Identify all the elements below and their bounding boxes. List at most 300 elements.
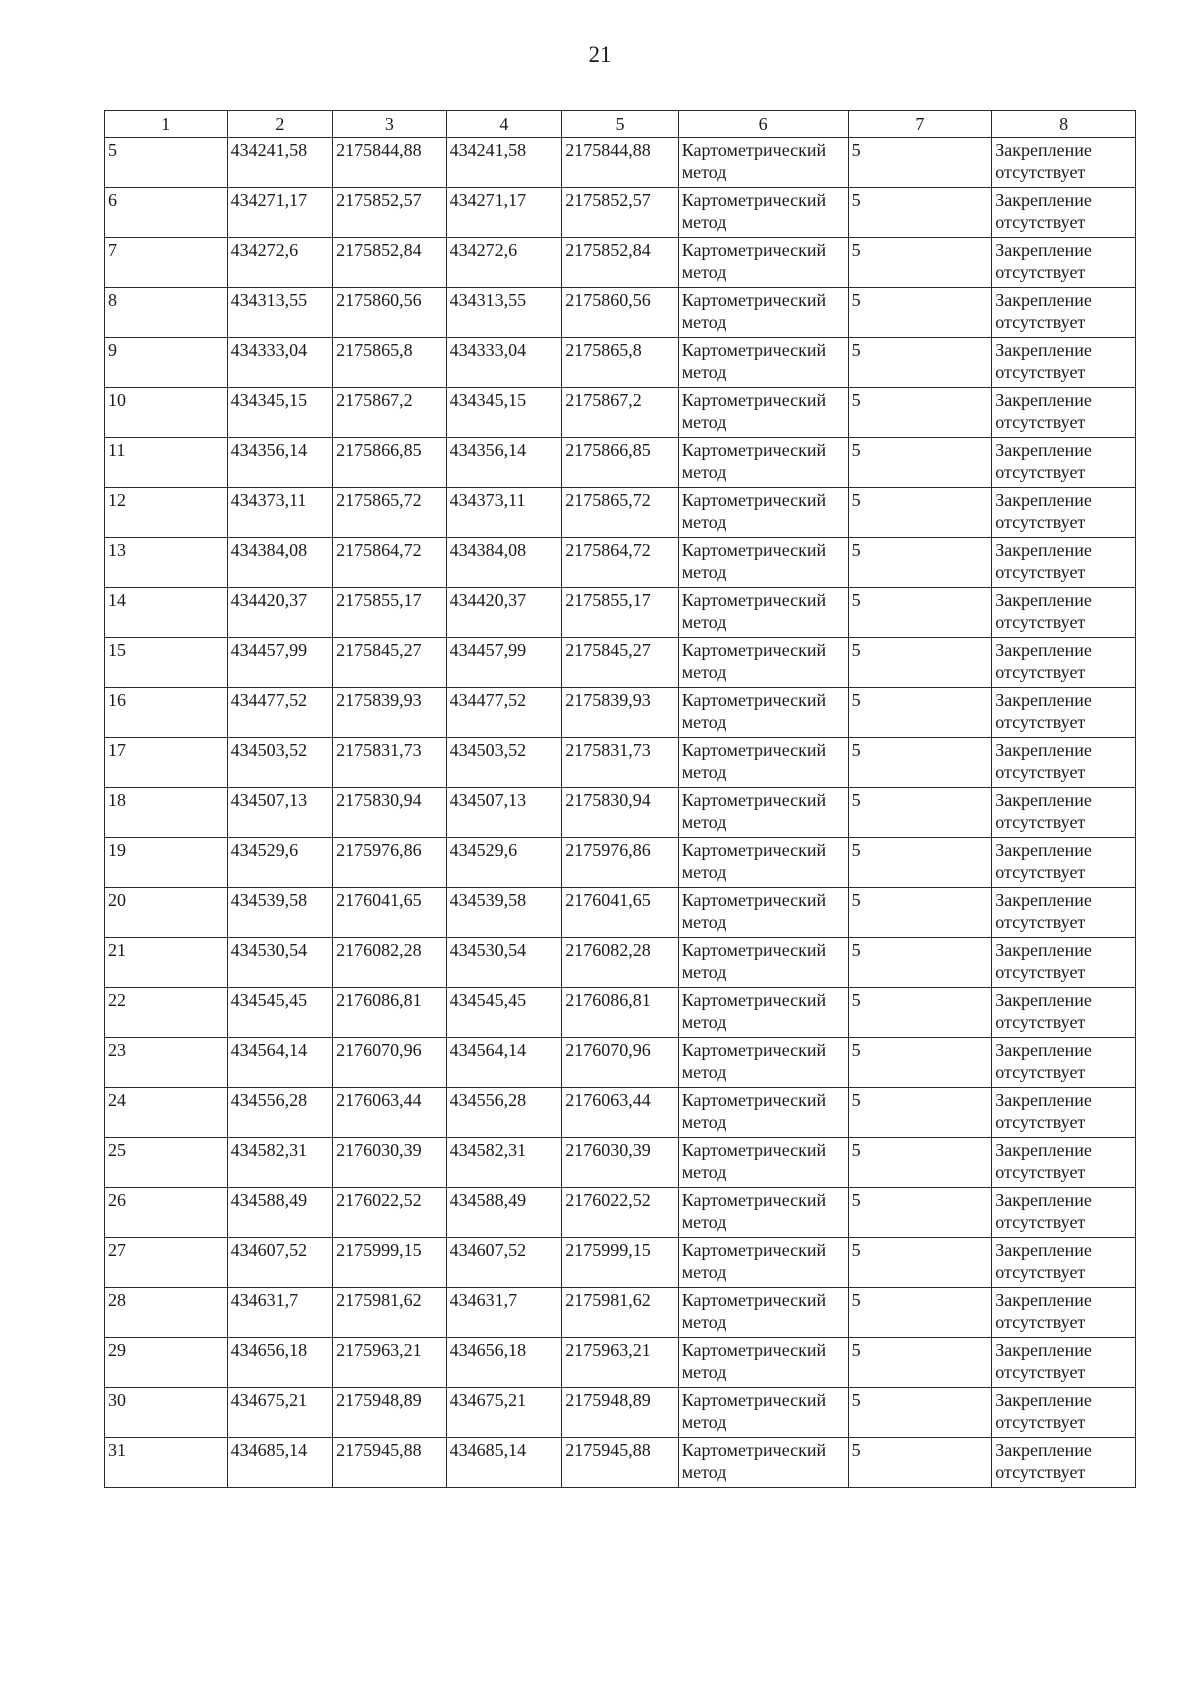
fixing-cell bbox=[992, 1238, 1136, 1288]
new-y-cell: 2176082,28 bbox=[562, 938, 679, 988]
existing-x-cell: 434345,15 bbox=[227, 388, 333, 438]
point-number-cell: 13 bbox=[105, 538, 228, 588]
fixing-cell bbox=[992, 188, 1136, 238]
method-cell bbox=[678, 338, 848, 388]
existing-y-cell: 2175855,17 bbox=[333, 588, 447, 638]
table-row bbox=[105, 1088, 1136, 1138]
fixing-line-2: отсутствует bbox=[995, 1062, 1086, 1082]
new-x-cell: 434271,17 bbox=[446, 188, 562, 238]
new-y-cell: 2175976,86 bbox=[562, 838, 679, 888]
method-cell bbox=[678, 1238, 848, 1288]
method-line-2: метод bbox=[681, 162, 727, 182]
new-x-cell: 434556,28 bbox=[446, 1088, 562, 1138]
method-line-1: Картометрический bbox=[681, 290, 827, 310]
new-x-cell: 434588,49 bbox=[446, 1188, 562, 1238]
existing-x-cell: 434313,55 bbox=[227, 288, 333, 338]
method-cell bbox=[678, 1338, 848, 1388]
existing-x-cell: 434675,21 bbox=[227, 1388, 333, 1438]
method-line-1: Картометрический bbox=[681, 440, 827, 460]
fixing-line-1: Закрепление bbox=[995, 1240, 1092, 1260]
fixing-line-1: Закрепление bbox=[995, 590, 1092, 610]
point-number-cell: 16 bbox=[105, 688, 228, 738]
fixing-cell bbox=[992, 888, 1136, 938]
table-row bbox=[105, 288, 1136, 338]
new-x-cell: 434685,14 bbox=[446, 1438, 562, 1488]
new-x-cell: 434507,13 bbox=[446, 788, 562, 838]
existing-y-cell: 2175830,94 bbox=[333, 788, 447, 838]
point-number-cell: 19 bbox=[105, 838, 228, 888]
point-number-cell: 8 bbox=[105, 288, 228, 338]
accuracy-cell: 5 bbox=[848, 838, 992, 888]
point-number-cell: 7 bbox=[105, 238, 228, 288]
new-y-cell: 2175831,73 bbox=[562, 738, 679, 788]
point-number-cell: 24 bbox=[105, 1088, 228, 1138]
method-line-2: метод bbox=[681, 412, 727, 432]
point-number-cell: 6 bbox=[105, 188, 228, 238]
existing-y-cell: 2175831,73 bbox=[333, 738, 447, 788]
method-line-2: метод bbox=[681, 212, 727, 232]
accuracy-cell: 5 bbox=[848, 688, 992, 738]
existing-x-cell: 434457,99 bbox=[227, 638, 333, 688]
method-cell bbox=[678, 788, 848, 838]
new-y-cell: 2175867,2 bbox=[562, 388, 679, 438]
method-line-1: Картометрический bbox=[681, 1440, 827, 1460]
existing-x-cell: 434530,54 bbox=[227, 938, 333, 988]
method-line-1: Картометрический bbox=[681, 940, 827, 960]
method-line-2: метод bbox=[681, 312, 727, 332]
method-line-2: метод bbox=[681, 512, 727, 532]
method-line-1: Картометрический bbox=[681, 740, 827, 760]
method-cell bbox=[678, 488, 848, 538]
new-y-cell: 2175855,17 bbox=[562, 588, 679, 638]
point-number-cell: 22 bbox=[105, 988, 228, 1038]
existing-x-cell: 434545,45 bbox=[227, 988, 333, 1038]
method-line-1: Картометрический bbox=[681, 1340, 827, 1360]
new-y-cell: 2175999,15 bbox=[562, 1238, 679, 1288]
new-y-cell: 2175852,57 bbox=[562, 188, 679, 238]
accuracy-cell: 5 bbox=[848, 138, 992, 188]
point-number-cell: 15 bbox=[105, 638, 228, 688]
accuracy-cell: 5 bbox=[848, 1188, 992, 1238]
fixing-cell bbox=[992, 1188, 1136, 1238]
accuracy-cell: 5 bbox=[848, 888, 992, 938]
page-number: 21 bbox=[588, 42, 612, 67]
new-y-cell: 2175865,72 bbox=[562, 488, 679, 538]
fixing-line-2: отсутствует bbox=[995, 362, 1086, 382]
new-x-cell: 434545,45 bbox=[446, 988, 562, 1038]
new-y-cell: 2175839,93 bbox=[562, 688, 679, 738]
method-line-1: Картометрический bbox=[681, 1040, 827, 1060]
fixing-line-2: отсутствует bbox=[995, 1412, 1086, 1432]
existing-x-cell: 434272,6 bbox=[227, 238, 333, 288]
fixing-cell bbox=[992, 588, 1136, 638]
method-line-2: метод bbox=[681, 1412, 727, 1432]
fixing-line-2: отсутствует bbox=[995, 862, 1086, 882]
new-y-cell: 2175945,88 bbox=[562, 1438, 679, 1488]
method-cell bbox=[678, 1188, 848, 1238]
table-row bbox=[105, 438, 1136, 488]
table-row bbox=[105, 1288, 1136, 1338]
new-y-cell: 2175963,21 bbox=[562, 1338, 679, 1388]
accuracy-cell: 5 bbox=[848, 1338, 992, 1388]
new-x-cell: 434420,37 bbox=[446, 588, 562, 638]
accuracy-cell: 5 bbox=[848, 588, 992, 638]
method-line-1: Картометрический bbox=[681, 540, 827, 560]
fixing-line-1: Закрепление bbox=[995, 1190, 1092, 1210]
method-cell bbox=[678, 288, 848, 338]
method-cell bbox=[678, 888, 848, 938]
method-line-2: метод bbox=[681, 612, 727, 632]
point-number-cell: 20 bbox=[105, 888, 228, 938]
fixing-line-1: Закрепление bbox=[995, 1040, 1092, 1060]
existing-x-cell: 434539,58 bbox=[227, 888, 333, 938]
accuracy-cell: 5 bbox=[848, 1288, 992, 1338]
fixing-cell bbox=[992, 1288, 1136, 1338]
table-row bbox=[105, 188, 1136, 238]
existing-y-cell: 2175839,93 bbox=[333, 688, 447, 738]
fixing-line-2: отсутствует bbox=[995, 412, 1086, 432]
existing-y-cell: 2175864,72 bbox=[333, 538, 447, 588]
accuracy-cell: 5 bbox=[848, 788, 992, 838]
method-cell bbox=[678, 638, 848, 688]
method-line-2: метод bbox=[681, 1462, 727, 1482]
header-row bbox=[105, 111, 1136, 138]
fixing-line-1: Закрепление bbox=[995, 190, 1092, 210]
fixing-line-2: отсутствует bbox=[995, 1012, 1086, 1032]
existing-y-cell: 2176030,39 bbox=[333, 1138, 447, 1188]
method-line-1: Картометрический bbox=[681, 1090, 827, 1110]
table-row bbox=[105, 738, 1136, 788]
existing-y-cell: 2175852,84 bbox=[333, 238, 447, 288]
existing-x-cell: 434420,37 bbox=[227, 588, 333, 638]
existing-x-cell: 434685,14 bbox=[227, 1438, 333, 1488]
point-number-cell: 27 bbox=[105, 1238, 228, 1288]
coordinates-table bbox=[104, 110, 1136, 1488]
fixing-cell bbox=[992, 1388, 1136, 1438]
fixing-cell bbox=[992, 288, 1136, 338]
method-line-1: Картометрический bbox=[681, 690, 827, 710]
existing-x-cell: 434373,11 bbox=[227, 488, 333, 538]
new-x-cell: 434503,52 bbox=[446, 738, 562, 788]
header-col-3: 3 bbox=[333, 111, 447, 138]
method-line-2: метод bbox=[681, 462, 727, 482]
table-row bbox=[105, 488, 1136, 538]
table-row bbox=[105, 138, 1136, 188]
new-x-cell: 434373,11 bbox=[446, 488, 562, 538]
method-line-2: метод bbox=[681, 762, 727, 782]
method-cell bbox=[678, 1438, 848, 1488]
fixing-line-1: Закрепление bbox=[995, 790, 1092, 810]
accuracy-cell: 5 bbox=[848, 538, 992, 588]
table-row bbox=[105, 888, 1136, 938]
new-y-cell: 2175844,88 bbox=[562, 138, 679, 188]
method-line-1: Картометрический bbox=[681, 890, 827, 910]
existing-x-cell: 434271,17 bbox=[227, 188, 333, 238]
fixing-line-1: Закрепление bbox=[995, 1090, 1092, 1110]
new-y-cell: 2176030,39 bbox=[562, 1138, 679, 1188]
existing-y-cell: 2175865,8 bbox=[333, 338, 447, 388]
new-x-cell: 434539,58 bbox=[446, 888, 562, 938]
method-cell bbox=[678, 238, 848, 288]
header-col-7: 7 bbox=[848, 111, 992, 138]
fixing-line-1: Закрепление bbox=[995, 1290, 1092, 1310]
header-col-6: 6 bbox=[678, 111, 848, 138]
existing-x-cell: 434582,31 bbox=[227, 1138, 333, 1188]
fixing-line-1: Закрепление bbox=[995, 1140, 1092, 1160]
method-line-1: Картометрический bbox=[681, 590, 827, 610]
accuracy-cell: 5 bbox=[848, 1438, 992, 1488]
existing-y-cell: 2176070,96 bbox=[333, 1038, 447, 1088]
method-line-1: Картометрический bbox=[681, 1240, 827, 1260]
new-y-cell: 2175852,84 bbox=[562, 238, 679, 288]
table-row bbox=[105, 338, 1136, 388]
fixing-line-2: отсутствует bbox=[995, 1362, 1086, 1382]
new-y-cell: 2176063,44 bbox=[562, 1088, 679, 1138]
existing-y-cell: 2175865,72 bbox=[333, 488, 447, 538]
point-number-cell: 14 bbox=[105, 588, 228, 638]
fixing-line-1: Закрепление bbox=[995, 940, 1092, 960]
method-line-2: метод bbox=[681, 1012, 727, 1032]
new-x-cell: 434457,99 bbox=[446, 638, 562, 688]
new-x-cell: 434607,52 bbox=[446, 1238, 562, 1288]
existing-x-cell: 434656,18 bbox=[227, 1338, 333, 1388]
method-cell bbox=[678, 138, 848, 188]
table-body bbox=[105, 138, 1136, 1488]
existing-x-cell: 434556,28 bbox=[227, 1088, 333, 1138]
fixing-cell bbox=[992, 938, 1136, 988]
point-number-cell: 12 bbox=[105, 488, 228, 538]
method-line-1: Картометрический bbox=[681, 140, 827, 160]
fixing-line-1: Закрепление bbox=[995, 690, 1092, 710]
point-number-cell: 31 bbox=[105, 1438, 228, 1488]
fixing-line-2: отсутствует bbox=[995, 162, 1086, 182]
fixing-cell bbox=[992, 1138, 1136, 1188]
table-row bbox=[105, 788, 1136, 838]
existing-x-cell: 434529,6 bbox=[227, 838, 333, 888]
new-y-cell: 2175948,89 bbox=[562, 1388, 679, 1438]
fixing-line-1: Закрепление bbox=[995, 540, 1092, 560]
method-line-1: Картометрический bbox=[681, 840, 827, 860]
fixing-line-2: отсутствует bbox=[995, 512, 1086, 532]
new-y-cell: 2176070,96 bbox=[562, 1038, 679, 1088]
point-number-cell: 17 bbox=[105, 738, 228, 788]
method-line-2: метод bbox=[681, 1312, 727, 1332]
method-line-2: метод bbox=[681, 712, 727, 732]
fixing-line-2: отсутствует bbox=[995, 262, 1086, 282]
method-line-2: метод bbox=[681, 1362, 727, 1382]
accuracy-cell: 5 bbox=[848, 1238, 992, 1288]
method-cell bbox=[678, 688, 848, 738]
fixing-line-2: отсутствует bbox=[995, 712, 1086, 732]
point-number-cell: 30 bbox=[105, 1388, 228, 1438]
table-row bbox=[105, 838, 1136, 888]
table-row bbox=[105, 1338, 1136, 1388]
existing-x-cell: 434477,52 bbox=[227, 688, 333, 738]
table-row bbox=[105, 238, 1136, 288]
header-col-1: 1 bbox=[105, 111, 228, 138]
fixing-line-2: отсутствует bbox=[995, 962, 1086, 982]
point-number-cell: 9 bbox=[105, 338, 228, 388]
point-number-cell: 26 bbox=[105, 1188, 228, 1238]
fixing-line-1: Закрепление bbox=[995, 440, 1092, 460]
existing-x-cell: 434241,58 bbox=[227, 138, 333, 188]
method-cell bbox=[678, 1138, 848, 1188]
fixing-line-2: отсутствует bbox=[995, 212, 1086, 232]
accuracy-cell: 5 bbox=[848, 238, 992, 288]
new-x-cell: 434345,15 bbox=[446, 388, 562, 438]
method-line-2: метод bbox=[681, 862, 727, 882]
method-line-1: Картометрический bbox=[681, 1290, 827, 1310]
fixing-cell bbox=[992, 1438, 1136, 1488]
method-line-2: метод bbox=[681, 1062, 727, 1082]
fixing-line-2: отсутствует bbox=[995, 462, 1086, 482]
existing-y-cell: 2175852,57 bbox=[333, 188, 447, 238]
new-y-cell: 2175865,8 bbox=[562, 338, 679, 388]
fixing-cell bbox=[992, 1088, 1136, 1138]
new-x-cell: 434582,31 bbox=[446, 1138, 562, 1188]
fixing-line-1: Закрепление bbox=[995, 640, 1092, 660]
fixing-line-1: Закрепление bbox=[995, 140, 1092, 160]
existing-y-cell: 2175948,89 bbox=[333, 1388, 447, 1438]
point-number-cell: 25 bbox=[105, 1138, 228, 1188]
fixing-line-2: отсутствует bbox=[995, 312, 1086, 332]
accuracy-cell: 5 bbox=[848, 188, 992, 238]
new-y-cell: 2175866,85 bbox=[562, 438, 679, 488]
new-x-cell: 434656,18 bbox=[446, 1338, 562, 1388]
existing-x-cell: 434607,52 bbox=[227, 1238, 333, 1288]
fixing-line-1: Закрепление bbox=[995, 1440, 1092, 1460]
method-line-2: метод bbox=[681, 1262, 727, 1282]
method-line-2: метод bbox=[681, 362, 727, 382]
point-number-cell: 28 bbox=[105, 1288, 228, 1338]
table-row bbox=[105, 1138, 1136, 1188]
new-x-cell: 434384,08 bbox=[446, 538, 562, 588]
table-row bbox=[105, 538, 1136, 588]
method-cell bbox=[678, 1388, 848, 1438]
new-x-cell: 434530,54 bbox=[446, 938, 562, 988]
method-line-2: метод bbox=[681, 1112, 727, 1132]
point-number-cell: 10 bbox=[105, 388, 228, 438]
method-cell bbox=[678, 438, 848, 488]
fixing-cell bbox=[992, 488, 1136, 538]
fixing-cell bbox=[992, 838, 1136, 888]
existing-y-cell: 2175860,56 bbox=[333, 288, 447, 338]
existing-y-cell: 2176041,65 bbox=[333, 888, 447, 938]
existing-y-cell: 2176086,81 bbox=[333, 988, 447, 1038]
fixing-line-1: Закрепление bbox=[995, 390, 1092, 410]
existing-x-cell: 434384,08 bbox=[227, 538, 333, 588]
method-cell bbox=[678, 1288, 848, 1338]
header-col-4: 4 bbox=[446, 111, 562, 138]
new-x-cell: 434272,6 bbox=[446, 238, 562, 288]
fixing-line-2: отсутствует bbox=[995, 612, 1086, 632]
new-y-cell: 2176041,65 bbox=[562, 888, 679, 938]
existing-x-cell: 434333,04 bbox=[227, 338, 333, 388]
point-number-cell: 11 bbox=[105, 438, 228, 488]
fixing-cell bbox=[992, 1038, 1136, 1088]
existing-x-cell: 434588,49 bbox=[227, 1188, 333, 1238]
existing-y-cell: 2175963,21 bbox=[333, 1338, 447, 1388]
new-y-cell: 2176086,81 bbox=[562, 988, 679, 1038]
fixing-line-2: отсутствует bbox=[995, 1162, 1086, 1182]
accuracy-cell: 5 bbox=[848, 638, 992, 688]
accuracy-cell: 5 bbox=[848, 988, 992, 1038]
existing-y-cell: 2176063,44 bbox=[333, 1088, 447, 1138]
existing-y-cell: 2175976,86 bbox=[333, 838, 447, 888]
header-col-5: 5 bbox=[562, 111, 679, 138]
method-cell bbox=[678, 538, 848, 588]
new-x-cell: 434675,21 bbox=[446, 1388, 562, 1438]
existing-y-cell: 2175867,2 bbox=[333, 388, 447, 438]
existing-y-cell: 2176022,52 bbox=[333, 1188, 447, 1238]
method-line-2: метод bbox=[681, 562, 727, 582]
fixing-cell bbox=[992, 688, 1136, 738]
table-row bbox=[105, 1188, 1136, 1238]
fixing-line-2: отсутствует bbox=[995, 762, 1086, 782]
table-row bbox=[105, 688, 1136, 738]
method-cell bbox=[678, 1038, 848, 1088]
existing-y-cell: 2175845,27 bbox=[333, 638, 447, 688]
fixing-cell bbox=[992, 388, 1136, 438]
fixing-cell bbox=[992, 988, 1136, 1038]
fixing-line-1: Закрепление bbox=[995, 890, 1092, 910]
fixing-line-2: отсутствует bbox=[995, 562, 1086, 582]
accuracy-cell: 5 bbox=[848, 738, 992, 788]
method-cell bbox=[678, 388, 848, 438]
table-row bbox=[105, 1238, 1136, 1288]
fixing-line-1: Закрепление bbox=[995, 1390, 1092, 1410]
method-line-2: метод bbox=[681, 912, 727, 932]
new-x-cell: 434241,58 bbox=[446, 138, 562, 188]
method-line-1: Картометрический bbox=[681, 1390, 827, 1410]
method-line-1: Картометрический bbox=[681, 1140, 827, 1160]
new-x-cell: 434356,14 bbox=[446, 438, 562, 488]
table-row bbox=[105, 1438, 1136, 1488]
method-cell bbox=[678, 188, 848, 238]
method-line-2: метод bbox=[681, 1162, 727, 1182]
new-y-cell: 2175981,62 bbox=[562, 1288, 679, 1338]
method-line-2: метод bbox=[681, 962, 727, 982]
existing-y-cell: 2175866,85 bbox=[333, 438, 447, 488]
fixing-cell bbox=[992, 138, 1136, 188]
new-x-cell: 434333,04 bbox=[446, 338, 562, 388]
fixing-cell bbox=[992, 738, 1136, 788]
new-y-cell: 2176022,52 bbox=[562, 1188, 679, 1238]
method-cell bbox=[678, 588, 848, 638]
accuracy-cell: 5 bbox=[848, 288, 992, 338]
new-x-cell: 434477,52 bbox=[446, 688, 562, 738]
existing-y-cell: 2175999,15 bbox=[333, 1238, 447, 1288]
new-x-cell: 434313,55 bbox=[446, 288, 562, 338]
method-cell bbox=[678, 838, 848, 888]
method-cell bbox=[678, 938, 848, 988]
point-number-cell: 21 bbox=[105, 938, 228, 988]
point-number-cell: 29 bbox=[105, 1338, 228, 1388]
fixing-cell bbox=[992, 1338, 1136, 1388]
new-y-cell: 2175830,94 bbox=[562, 788, 679, 838]
method-cell bbox=[678, 988, 848, 1038]
fixing-line-1: Закрепление bbox=[995, 240, 1092, 260]
method-line-2: метод bbox=[681, 1212, 727, 1232]
existing-y-cell: 2175981,62 bbox=[333, 1288, 447, 1338]
accuracy-cell: 5 bbox=[848, 388, 992, 438]
fixing-cell bbox=[992, 438, 1136, 488]
accuracy-cell: 5 bbox=[848, 938, 992, 988]
table-row bbox=[105, 388, 1136, 438]
accuracy-cell: 5 bbox=[848, 488, 992, 538]
fixing-line-2: отсутствует bbox=[995, 1262, 1086, 1282]
table-row bbox=[105, 938, 1136, 988]
